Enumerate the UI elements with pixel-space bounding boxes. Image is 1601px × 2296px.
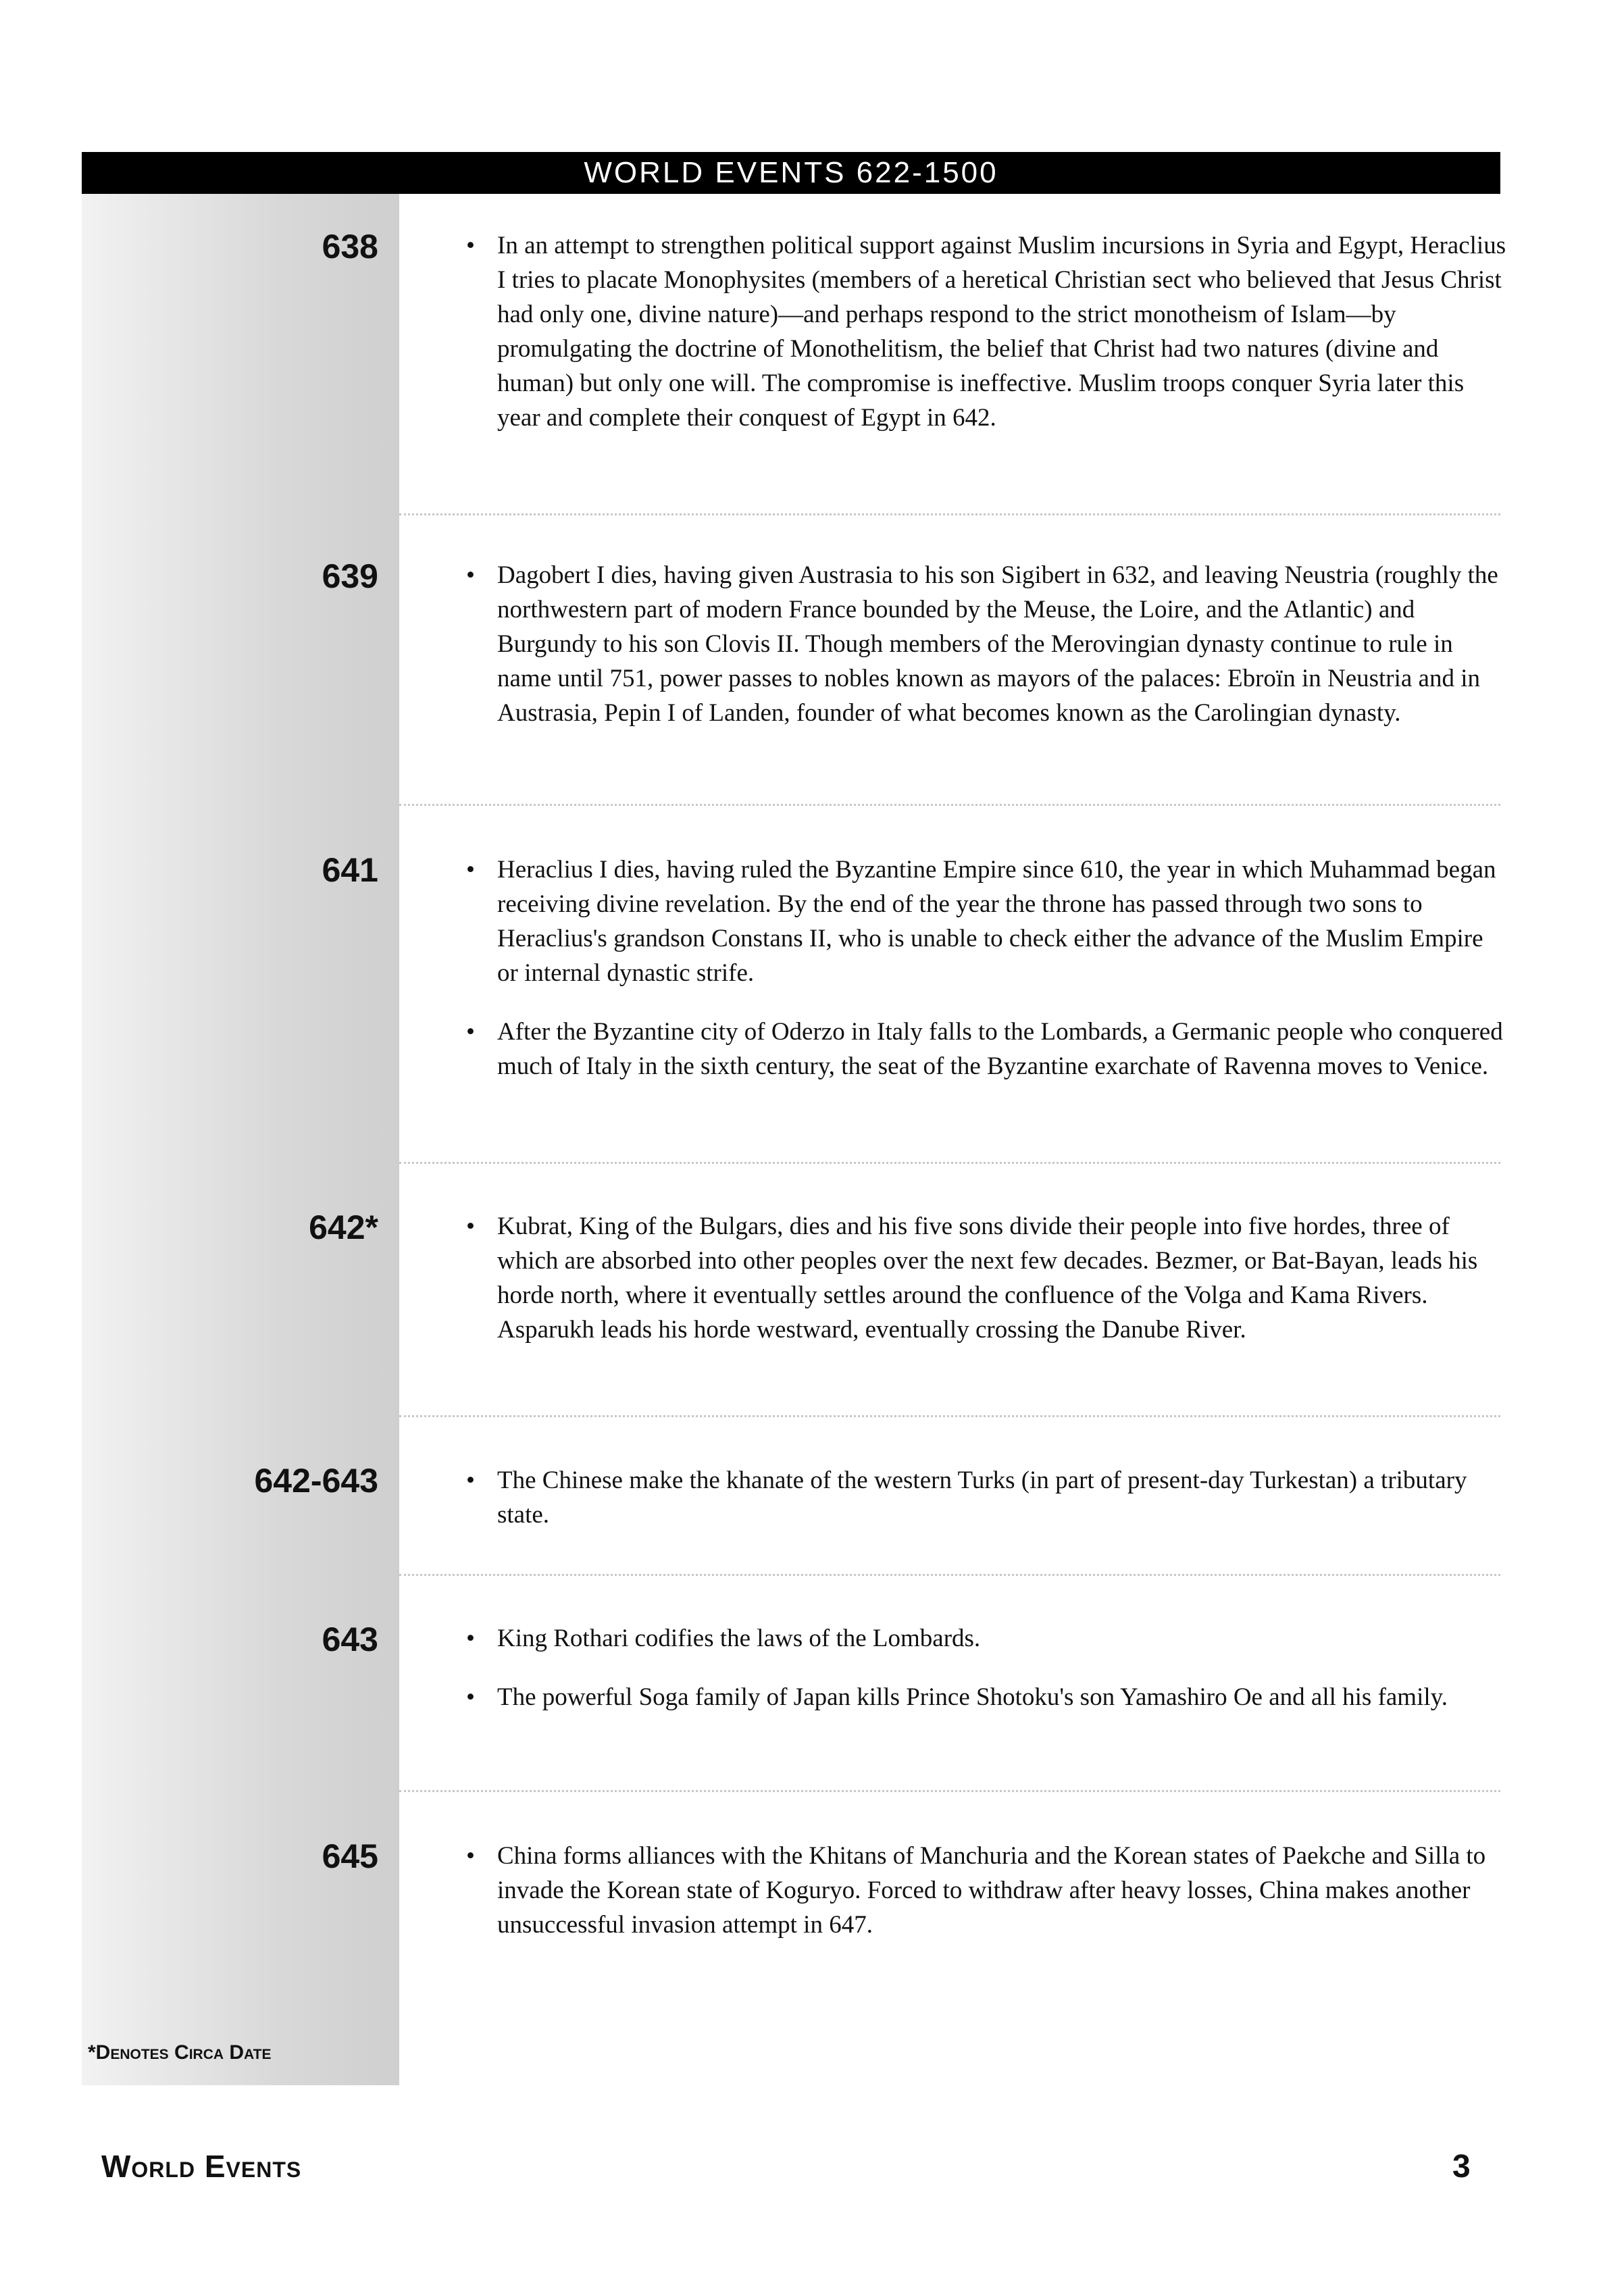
year-label: 643 [322,1621,378,1658]
timeline-entry [466,1839,1506,1966]
event-text: • After the Byzantine city of Oderzo in Italy falls to the Lombards, a Germanic people who conquered much of Italy in the sixth century, the seat of the Byzantine exarchate of Ravenna moves to Venice. [466,1015,1506,1083]
page-number: 3 [1452,2149,1471,2185]
event-text: • Heraclius I dies, having ruled the Byzantine Empire since 610, the year in which Muhammad began receiving divine revelation. By the end of the year the throne has passed through two sons to Heraclius's grandson Constans II, who is unable to check either the advance of the Muslim Empire or internal dynastic strife. [466,852,1506,990]
footer-section-title: World Events [101,2149,302,2184]
timeline-entry [466,1463,1506,1556]
year-label: 639 [322,557,378,595]
timeline-entry [466,228,1506,459]
year-label: 638 [322,228,378,265]
year-label: 645 [322,1837,378,1875]
event-text: • China forms alliances with the Khitans of Manchuria and the Korean states of Paekche and Silla to invade the Korean state of Koguryo. Forced to withdraw after heavy losses, China makes another unsuccessful invasion attempt in 647. [466,1839,1506,1942]
entry-divider [399,1162,1500,1164]
year-column-background [82,194,399,2085]
year-label: 641 [322,851,378,889]
event-text: • The powerful Soga family of Japan kills Prince Shotoku's son Yamashiro Oe and all his family. [466,1680,1506,1714]
event-text: • The Chinese make the khanate of the western Turks (in part of present-day Turkestan) a tributary state. [466,1463,1506,1532]
entry-divider [399,804,1500,806]
timeline-entry [466,558,1506,755]
event-text: • Dagobert I dies, having given Austrasia to his son Sigibert in 632, and leaving Neustria (roughly the northwestern part of modern France bounded by the Meuse, the Loire, and the Atlantic) and Burgundy to his son Clovis II. Though members of the Merovingian dynasty continue to rule in name until 751, power passes to nobles known as mayors of the palaces: Ebroïn in Neustria and in Austrasia, Pepin I of Landen, founder of what becomes known as the Carolingian dynasty. [466,558,1506,730]
event-text: • King Rothari codifies the laws of the Lombards. [466,1621,1506,1656]
entry-divider [399,1415,1500,1417]
year-label: 642-643 [254,1462,378,1500]
entry-divider [399,513,1500,515]
entry-divider [399,1574,1500,1576]
entry-divider [399,1790,1500,1792]
event-text: • In an attempt to strengthen political support against Muslim incursions in Syria and Egypt, Heraclius I tries to placate Monophysites (members of a heretical Christian sect who believed that Jesus Christ had only one, divine nature)—and perhaps respond to the strict monotheism of Islam—by promulgating the doctrine of Monothelitism, the belief that Christ had two natures (divine and human) but only one will. The compromise is ineffective. Muslim troops conquer Syria later this year and complete their conquest of Egypt in 642. [466,228,1506,435]
timeline-entry [466,1209,1506,1371]
timeline-entry [466,852,1506,1108]
event-text: • Kubrat, King of the Bulgars, dies and his five sons divide their people into five hordes, three of which are absorbed into other peoples over the next few decades. Bezmer, or Bat-Bayan, leads his horde north, where it eventually settles around the confluence of the Volga and Kama Rivers. Asparukh leads his horde westward, eventually crossing the Danube River. [466,1209,1506,1347]
timeline-entry [466,1621,1506,1739]
circa-date-note: *Denotes Circa Date [88,2041,272,2064]
page-header-title: WORLD EVENTS 622-1500 [82,152,1500,194]
year-label: 642* [309,1208,378,1246]
